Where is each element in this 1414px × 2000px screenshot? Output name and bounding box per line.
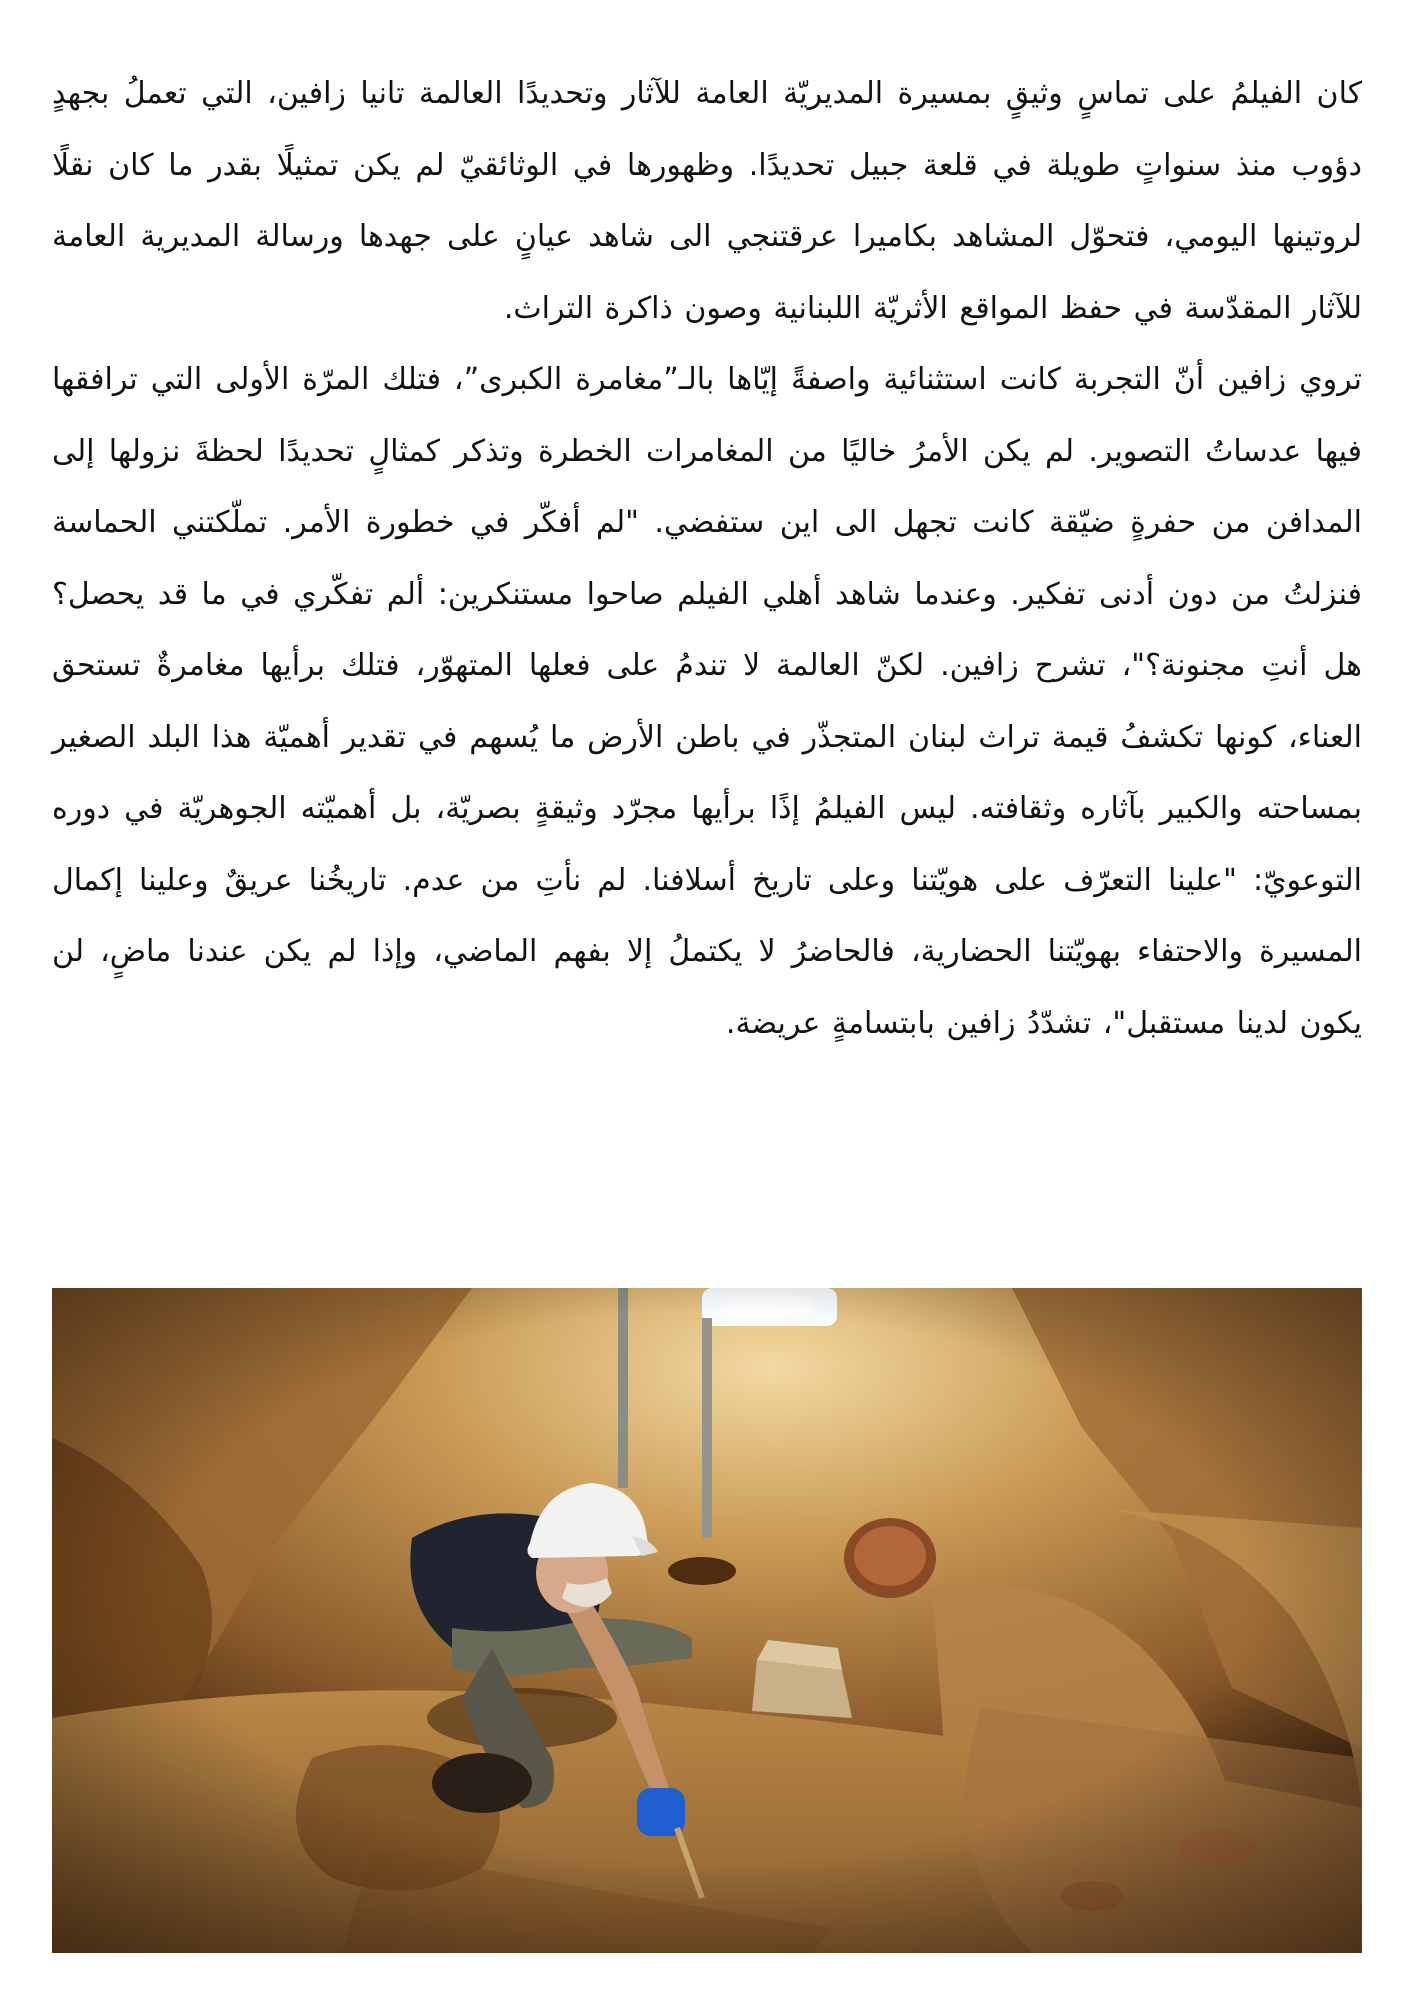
article-paragraph-2: تروي زافين أنّ التجربة كانت استثنائية واصفةً إيّاها بالـ”مغامرة الكبرى”، فتلك المرّة الأولى التي ترافقها فيها عدساتُ التصوير. لم يكن الأمرُ خاليًا من المغامرات الخطرة وتذكر كمثالٍ تحديدًا لحظةَ نزولها إلى المدافن من حفرةٍ ضيّقة كانت تجهل الى اين ستفضي. "لم أفكّر في خطورة الأمر. تملّكتني الحماسة فنزلتُ من دون أدنى تفكير. وعندما شاهد أهلي الفيلم صاحوا مستنكرين: ألم تفكّري في ما قد يحصل؟ هل أنتِ مجنونة؟"، تشرح زافين. لكنّ العالمة لا تندمُ على فعلها المتهوّر، فتلك برأيها مغامرةٌ تستحق العناء، كونها تكشفُ قيمة تراث لبنان المتجذّر في باطن الأرض ما يُسهم في تقدير أهميّة هذا البلد الصغير بمساحته والكبير بآثاره وثقافته. ليس الفيلمُ إذًا برأيها مجرّد وثيقةٍ بصريّة، بل أهميّته الجوهريّة في دوره التوعويّ: "علينا التعرّف على هويّتنا وعلى تاريخ أسلافنا. لم نأتِ من عدم. تاريخُنا عريقٌ وعلينا إكمال المسيرة والاحتفاء بهويّتنا الحضارية، فالحاضرُ لا يكتملُ إلا بفهم الماضي، وإذا لم يكن عندنا ماضٍ، لن يكون لدينا مستقبل"، تشدّدُ زافين بابتسامةٍ عريضة. bbox=[52, 362, 1362, 1041]
article-photo bbox=[52, 1288, 1362, 1953]
article-body bbox=[52, 58, 1362, 1059]
article-paragraph-1: كان الفيلمُ على تماسٍ وثيقٍ بمسيرة المديريّة العامة للآثار وتحديدًا العالمة تانيا زافين، التي تعملُ بجهدٍ دؤوب منذ سنواتٍ طويلة في قلعة جبيل تحديدًا. وظهورها في الوثائقيّ لم يكن تمثيلًا بقدر ما كان نقلًا لروتينها اليومي، فتحوّل المشاهد بكاميرا عرقتنجي الى شاهد عيانٍ على جهدها ورسالة المديرية العامة للآثار المقدّسة في حفظ المواقع الأثريّة اللبنانية وصون ذاكرة التراث. bbox=[52, 76, 1362, 326]
cave-excavation-illustration bbox=[52, 1288, 1362, 1953]
